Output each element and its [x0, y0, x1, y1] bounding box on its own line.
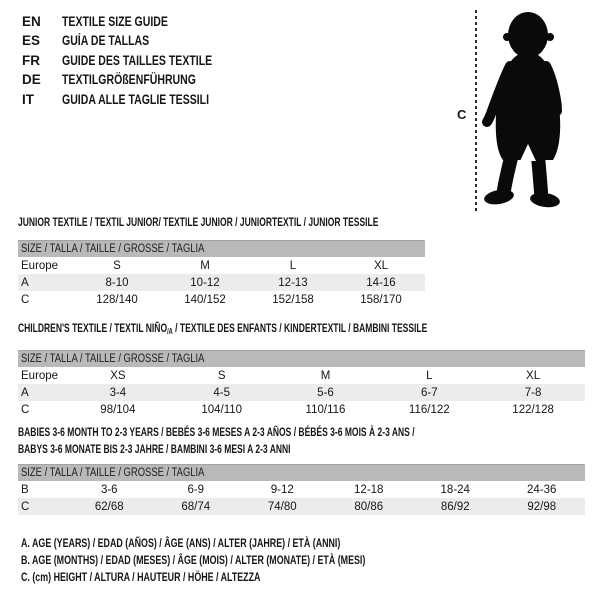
size-cell: 74/80: [267, 500, 297, 513]
size-cell: 4-5: [213, 386, 230, 399]
table-rows: [18, 257, 425, 308]
language-title-list: [22, 12, 255, 109]
size-cell: 152/158: [272, 293, 314, 306]
size-cell: 80/86: [354, 500, 384, 513]
title-segment: BABYS 3-6 MONATE BIS 2-3 JAHRE / BAMBINI 3-6 MESI A 2-3 ANNI: [18, 442, 291, 456]
size-cell: 140/152: [184, 293, 226, 306]
title-segment: /A: [167, 327, 173, 336]
language-code: DE: [22, 72, 41, 88]
size-cell: 7-8: [524, 386, 542, 399]
table-rows: [18, 481, 585, 515]
table-row: [18, 367, 585, 384]
table-rows: [18, 367, 585, 418]
size-cell: XL: [373, 259, 389, 272]
language-row: [22, 51, 255, 70]
size-cell: 92/98: [527, 500, 557, 513]
table-row: [18, 384, 585, 401]
legend: [21, 535, 486, 587]
size-cell: XL: [526, 369, 541, 382]
table-row: [18, 291, 425, 308]
size-cell: 116/122: [408, 403, 450, 416]
table-row: [18, 274, 425, 291]
title-segment: BABIES 3-6 MONTH TO 2-3 YEARS / BEBÉS 3-6 MESES A 2-3 AÑOS / BÉBÉS 3-6 MOIS À 2-3 ANS /: [18, 425, 415, 439]
row-label: Europe: [21, 369, 59, 382]
size-cell: 3-6: [100, 483, 118, 496]
size-cell: 128/140: [96, 293, 138, 306]
language-title: GUIDE DES TAILLES TEXTILE: [62, 52, 213, 68]
table-row: [18, 257, 425, 274]
size-cell: 24-36: [527, 483, 557, 496]
language-row: [22, 70, 255, 89]
language-row: [22, 12, 255, 31]
size-cell: 8-10: [105, 276, 129, 289]
size-cell: 110/116: [305, 403, 346, 416]
language-title: GUIDA ALLE TAGLIE TESSILI: [62, 91, 210, 107]
table-title-line: [18, 321, 428, 338]
size-cell: 158/170: [360, 293, 402, 306]
size-header-label: SIZE / TALLA / TAILLE / GRÖSSE / TAGLIA: [21, 353, 205, 365]
size-cell: M: [200, 259, 210, 272]
language-title: TEXTILGRÖßENFÜHRUNG: [62, 72, 196, 88]
legend-line: A. AGE (YEARS) / EDAD (AÑOS) / ÂGE (ANS) / ALTER (JAHRE) / ETÀ (ANNI): [21, 536, 341, 550]
language-title: GUÍA DE TALLAS: [62, 33, 150, 49]
row-label: A: [21, 276, 29, 289]
row-label: C: [21, 293, 30, 306]
size-cell: XS: [110, 369, 126, 382]
baby-silhouette-icon: [481, 6, 569, 212]
size-cell: 12-13: [278, 276, 308, 289]
size-cell: 14-16: [366, 276, 396, 289]
language-code: FR: [22, 52, 40, 68]
babies-size-table: [18, 424, 585, 515]
row-label: B: [21, 483, 29, 496]
title-segment: CHILDREN'S TEXTILE / TEXTIL NIÑO: [18, 321, 168, 335]
table-row: [18, 401, 585, 418]
size-cell: 18-24: [440, 483, 470, 496]
row-label: C: [21, 403, 30, 416]
junior-size-table: [18, 216, 425, 308]
legend-line: C. (cm) HEIGHT / ALTURA / HAUTEUR / HÖHE / ALTEZZA: [21, 570, 261, 585]
row-label: A: [21, 386, 29, 399]
size-cell: 86/92: [440, 500, 470, 513]
size-header-label: SIZE / TALLA / TAILLE / GRÖSSE / TAGLIA: [21, 243, 205, 255]
childrens-size-table: [18, 322, 585, 418]
table-title: [18, 322, 585, 338]
size-header-bar: [18, 350, 585, 367]
size-header-bar: [18, 240, 425, 257]
language-title: TEXTILE SIZE GUIDE: [62, 14, 168, 29]
table-row: [18, 498, 585, 515]
size-header-bar: [18, 464, 585, 481]
size-cell: 5-6: [317, 386, 334, 399]
size-cell: 3-4: [109, 386, 127, 399]
size-cell: S: [217, 369, 226, 382]
language-code: EN: [22, 14, 41, 29]
table-title-line: [18, 424, 421, 441]
size-cell: 68/74: [181, 500, 211, 513]
table-title-line: [18, 441, 421, 458]
title-segment: / TEXTILE DES ENFANTS / KINDERTEXTIL / BAMBINI TESSILE: [172, 321, 428, 335]
table-title-line: [18, 215, 379, 229]
height-measure-label: C: [457, 107, 467, 122]
size-cell: 62/68: [94, 500, 124, 513]
size-cell: L: [289, 259, 297, 272]
language-code: IT: [22, 91, 34, 107]
language-code: ES: [22, 33, 41, 49]
table-title: [18, 424, 585, 458]
size-cell: 9-12: [270, 483, 294, 496]
size-cell: 10-12: [190, 276, 220, 289]
size-header-label: SIZE / TALLA / TAILLE / GRÖSSE / TAGLIA: [21, 467, 205, 479]
language-row: [22, 31, 255, 50]
language-row: [22, 90, 255, 109]
legend-line: B. AGE (MONTHS) / EDAD (MESES) / ÂGE (MOIS) / ALTER (MONATE) / ETÀ (MESI): [21, 553, 366, 568]
size-cell: 104/110: [201, 403, 243, 416]
size-cell: 6-9: [187, 483, 205, 496]
size-cell: S: [113, 259, 121, 272]
title-segment: JUNIOR TEXTILE / TEXTIL JUNIOR/ TEXTILE JUNIOR / JUNIORTEXTIL / JUNIOR TESSILE: [18, 215, 379, 229]
size-cell: 12-18: [354, 483, 384, 496]
table-title: [18, 216, 425, 229]
size-cell: L: [426, 369, 433, 382]
row-label: C: [21, 500, 30, 513]
size-cell: 6-7: [420, 386, 438, 399]
row-label: Europe: [21, 259, 59, 272]
size-cell: M: [320, 369, 331, 382]
height-measure-dotted-line: [475, 10, 477, 211]
size-cell: 98/104: [100, 403, 136, 416]
table-row: [18, 481, 585, 498]
size-cell: 122/128: [512, 403, 554, 416]
